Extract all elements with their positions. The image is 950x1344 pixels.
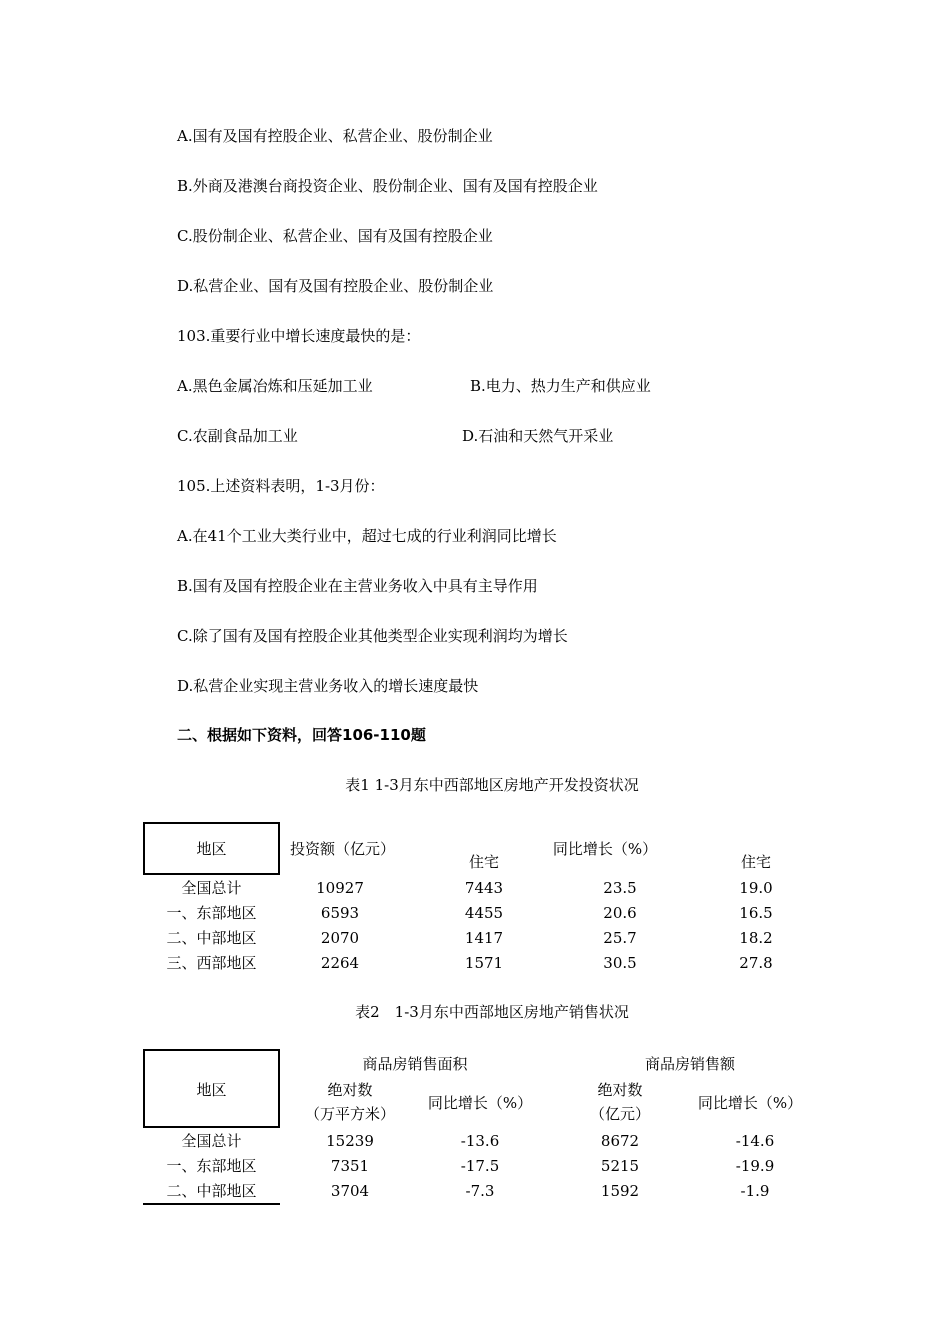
table1-title: 表1 1-3月东中西部地区房地产开发投资状况 xyxy=(345,776,639,794)
region-cell: 二、中部地区 xyxy=(166,929,257,947)
area-cell: 3704 xyxy=(330,1182,370,1200)
region-cell: 一、东部地区 xyxy=(166,904,257,922)
region-cell: 全国总计 xyxy=(181,879,242,897)
growth-cell: 23.5 xyxy=(603,879,637,897)
residential-growth-cell: 19.0 xyxy=(739,879,773,897)
q105-option-d: D.私营企业实现主营业务收入的增长速度最快 xyxy=(177,677,479,695)
area-cell: 7351 xyxy=(330,1157,370,1175)
q102-option-c: C.股份制企业、私营企业、国有及国有控股企业 xyxy=(177,227,493,245)
investment-cell: 2070 xyxy=(320,929,360,947)
table1-header-region: 地区 xyxy=(196,840,227,858)
investment-cell: 10927 xyxy=(316,879,364,897)
table2-header-area: 商品房销售面积 xyxy=(362,1055,468,1073)
region-cell: 二、中部地区 xyxy=(166,1182,257,1200)
region-cell: 一、东部地区 xyxy=(166,1157,257,1175)
table2-bottom-rule xyxy=(143,1203,280,1205)
q105-option-c: C.除了国有及国有控股企业其他类型企业实现利润均为增长 xyxy=(177,627,568,645)
q102-option-b: B.外商及港澳台商投资企业、股份制企业、国有及国有控股企业 xyxy=(177,177,598,195)
investment-cell: 2264 xyxy=(320,954,360,972)
residential-cell: 1571 xyxy=(464,954,504,972)
q103-option-d: D.石油和天然气开采业 xyxy=(462,427,614,445)
table2-header-amount: 商品房销售额 xyxy=(644,1055,735,1073)
table2-header-area-growth: 同比增长（%） xyxy=(427,1094,533,1112)
q103-question: 103.重要行业中增长速度最快的是： xyxy=(177,327,421,345)
q105-question: 105.上述资料表明，1-3月份： xyxy=(177,477,385,495)
residential-cell: 4455 xyxy=(464,904,504,922)
table2-header-area-abs-unit: （万平方米） xyxy=(304,1105,395,1123)
table2-header-area-abs: 绝对数 xyxy=(327,1081,373,1099)
table2-title: 表2 1-3月东中西部地区房地产销售状况 xyxy=(355,1003,629,1021)
table2-header-amount-abs: 绝对数 xyxy=(597,1081,643,1099)
residential-cell: 1417 xyxy=(464,929,504,947)
table2-header-region: 地区 xyxy=(196,1081,227,1099)
table2-header-amount-growth: 同比增长（%） xyxy=(697,1094,803,1112)
table1-header-residential-growth: 住宅 xyxy=(740,853,771,871)
q102-option-d: D.私营企业、国有及国有控股企业、股份制企业 xyxy=(177,277,494,295)
growth-cell: 30.5 xyxy=(603,954,637,972)
q103-option-b: B.电力、热力生产和供应业 xyxy=(470,377,651,395)
q103-option-c: C.农副食品加工业 xyxy=(177,427,298,445)
amount-cell: 8672 xyxy=(600,1132,640,1150)
growth-cell: 20.6 xyxy=(603,904,637,922)
region-cell: 三、西部地区 xyxy=(166,954,257,972)
q105-option-b: B.国有及国有控股企业在主营业务收入中具有主导作用 xyxy=(177,577,538,595)
table1-header-investment: 投资额（亿元） xyxy=(290,840,396,858)
area-growth-cell: -17.5 xyxy=(460,1157,500,1175)
table2-header-amount-abs-unit: （亿元） xyxy=(589,1105,650,1123)
q103-option-a: A.黑色金属冶炼和压延加工业 xyxy=(177,377,373,395)
q105-option-a: A.在41个工业大类行业中，超过七成的行业利润同比增长 xyxy=(177,527,557,545)
amount-growth-cell: -1.9 xyxy=(740,1182,770,1200)
residential-growth-cell: 18.2 xyxy=(739,929,773,947)
amount-cell: 5215 xyxy=(600,1157,640,1175)
residential-growth-cell: 27.8 xyxy=(739,954,773,972)
table1-header-residential: 住宅 xyxy=(468,853,499,871)
investment-cell: 6593 xyxy=(320,904,360,922)
area-growth-cell: -13.6 xyxy=(460,1132,500,1150)
residential-cell: 7443 xyxy=(464,879,504,897)
growth-cell: 25.7 xyxy=(603,929,637,947)
area-cell: 15239 xyxy=(326,1132,374,1150)
area-growth-cell: -7.3 xyxy=(465,1182,495,1200)
table1-header-growth: 同比增长（%） xyxy=(552,840,658,858)
region-cell: 全国总计 xyxy=(181,1132,242,1150)
amount-cell: 1592 xyxy=(600,1182,640,1200)
section-heading: 二、根据如下资料，回答106-110题 xyxy=(177,726,426,744)
q102-option-a: A.国有及国有控股企业、私营企业、股份制企业 xyxy=(177,127,493,145)
amount-growth-cell: -14.6 xyxy=(735,1132,775,1150)
amount-growth-cell: -19.9 xyxy=(735,1157,775,1175)
residential-growth-cell: 16.5 xyxy=(739,904,773,922)
